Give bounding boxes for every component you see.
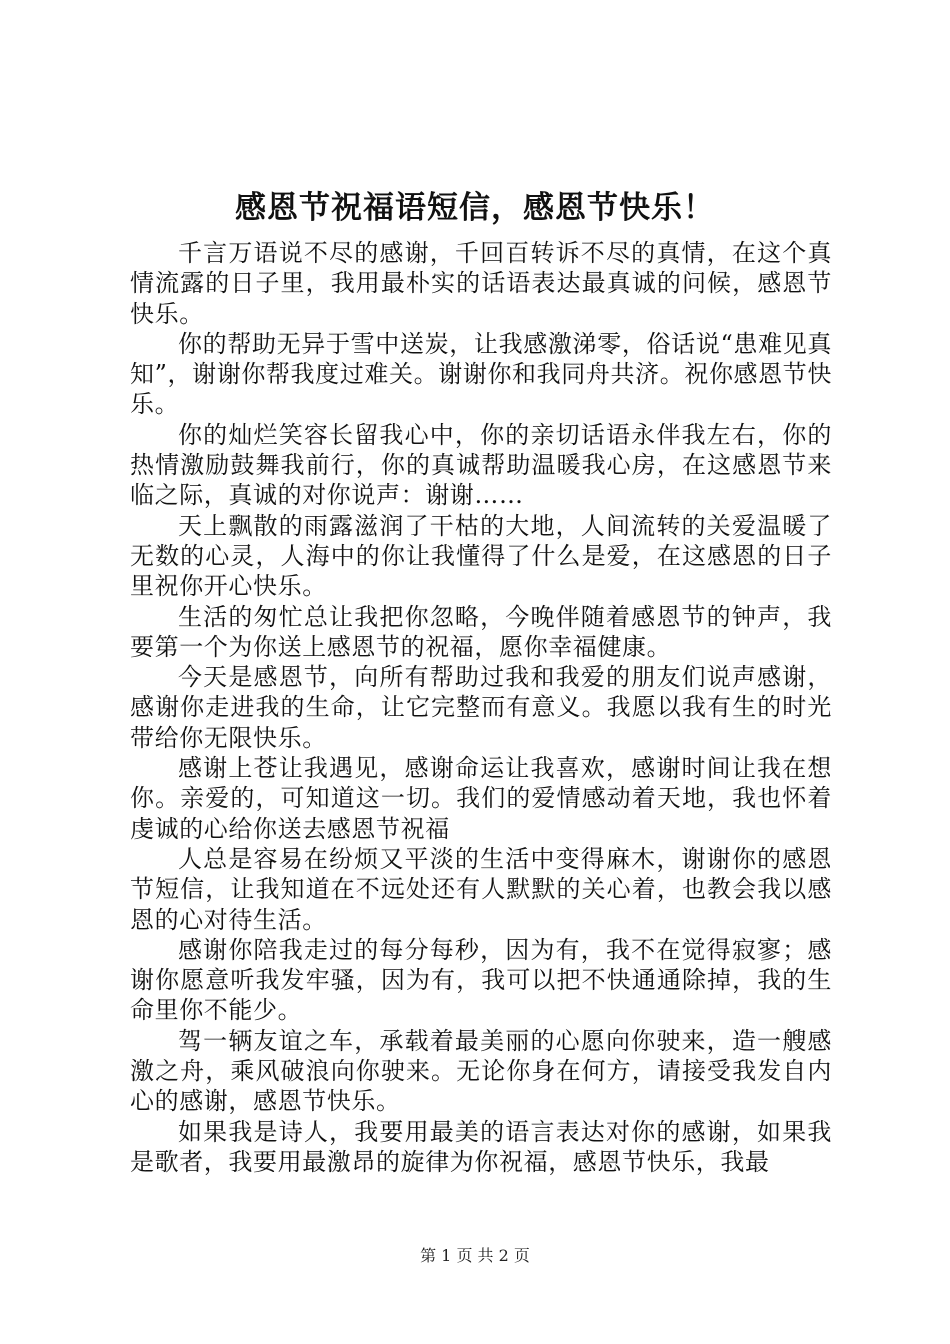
- paragraph: 感谢你陪我走过的每分每秒，因为有，我不在觉得寂寥；感谢你愿意听我发牢骚，因为有，我可以把不快通通除掉，我的生命里你不能少。: [130, 935, 832, 1025]
- paragraph: 千言万语说不尽的感谢，千回百转诉不尽的真情，在这个真情流露的日子里，我用最朴实的话语表达最真诚的问候，感恩节快乐。: [130, 239, 832, 328]
- page-number-footer: 第 1 页 共 2 页: [420, 1246, 530, 1265]
- paragraph: 人总是容易在纷烦又平淡的生活中变得麻木，谢谢你的感恩节短信，让我知道在不远处还有人默默的关心着，也教会我以感恩的心对待生活。: [130, 844, 832, 934]
- paragraph: 感谢上苍让我遇见，感谢命运让我喜欢，感谢时间让我在想你。亲爱的，可知道这一切。我们的爱情感动着天地，我也怀着虔诚的心给你送去感恩节祝福: [130, 754, 832, 843]
- paragraph: 天上飘散的雨露滋润了干枯的大地，人间流转的关爱温暖了无数的心灵，人海中的你让我懂得了什么是爱，在这感恩的日子里祝你开心快乐。: [130, 511, 832, 601]
- document-body: [130, 238, 832, 1177]
- paragraph: 生活的匆忙总让我把你忽略，今晚伴随着感恩节的钟声，我要第一个为你送上感恩节的祝福，愿你幸福健康。: [130, 602, 832, 661]
- paragraph: 驾一辆友谊之车，承载着最美丽的心愿向你驶来，造一艘感激之舟，乘风破浪向你驶来。无论你身在何方，请接受我发自内心的感谢，感恩节快乐。: [130, 1026, 832, 1116]
- paragraph: 今天是感恩节，向所有帮助过我和我爱的朋友们说声感谢，感谢你走进我的生命，让它完整而有意义。我愿以我有生的时光带给你无限快乐。: [130, 663, 832, 752]
- paragraph: 你的帮助无异于雪中送炭，让我感激涕零，俗话说“患难见真知”，谢谢你帮我度过难关。谢谢你和我同舟共济。祝你感恩节快乐。: [130, 329, 832, 419]
- paragraph: 你的灿烂笑容长留我心中，你的亲切话语永伴我左右，你的热情激励鼓舞我前行，你的真诚帮助温暖我心房，在这感恩节来临之际，真诚的对你说声：谢谢……: [130, 420, 832, 510]
- page-title: 感恩节祝福语短信，感恩节快乐！: [235, 190, 715, 226]
- paragraph: 如果我是诗人，我要用最美的语言表达对你的感谢，如果我是歌者，我要用最激昂的旋律为你祝福，感恩节快乐，我最: [130, 1117, 832, 1176]
